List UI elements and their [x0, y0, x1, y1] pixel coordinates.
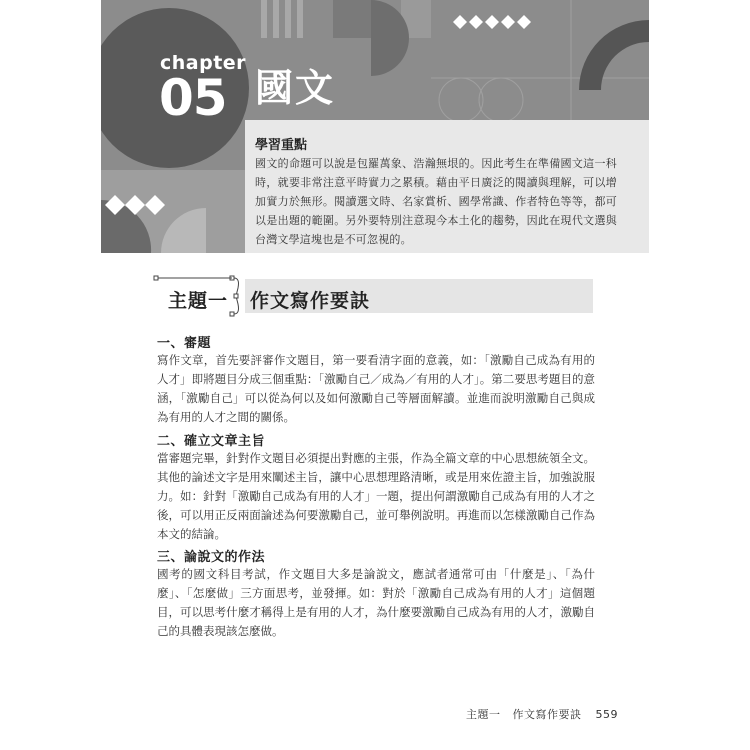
topic-title: 作文寫作要訣 [250, 290, 371, 312]
learning-focus-heading: 學習重點 [255, 138, 308, 153]
section-body: 國考的國文科目考試，作文題目大多是論說文，應試者通常可由「什麼是」、「為什麼」、「怎麼做」三方面思考，並發揮。如：對於「激勵自己成為有用的人才」這個題目，可以思考什麼才稱得上是有用的人才，為什麼要激勵自己成為有用的人才，激勵自己的具體表現該怎麼做。 [157, 567, 595, 638]
topic-label: 主題一 [168, 290, 229, 312]
chapter-number: 05 [159, 69, 227, 127]
section-heading: 三、論說文的作法 [157, 550, 266, 565]
section-body: 寫作文章，首先要評審作文題目，第一要看清字面的意義，如：「激勵自己成為有用的人才」即將題目分成三個重點：「激勵自己／成為／有用的人才」。第二要思考題目的意涵，「激勵自己」可以從為何以及如何激勵自己等層面解讀。並進而說明激勵自己與成為有用的人才之間的關係。 [157, 353, 595, 424]
chapter-label: chapter [160, 52, 247, 74]
footer-topic-label: 主題一 [466, 708, 501, 721]
section-body: 當審題完畢，針對作文題目必須提出對應的主張，作為全篇文章的中心思想統領全文。其他的論述文字是用來闡述主旨，讓中心思想理路清晰，或是用來佐證主旨，加強說服力。如：針對「激勵自己成為有用的人才」一題，提出何謂激勵自己成為有用的人才之後，可以用正反兩面論述為何要激勵自己，並可舉例說明。再進而以怎樣激勵自己作為本文的結論。 [157, 451, 595, 541]
section-heading: 二、確立文章主旨 [157, 434, 266, 449]
footer-topic-title: 作文寫作要訣 [512, 708, 582, 721]
section-heading: 一、審題 [157, 336, 212, 351]
subject-title: 國文 [255, 66, 336, 110]
page-footer [466, 706, 618, 722]
learning-focus-text: 國文的命題可以說是包羅萬象、浩瀚無垠的。因此考生在準備國文這一科時，就要非常注意平時實力之累積。藉由平日廣泛的閱讀與理解，可以增加實力於無形。閱讀選文時、名家賞析、國學常識、作者特色等等，都可以是出題的範圍。另外要特別注意現今本土化的趨勢，因此在現代文選與台灣文學這塊也是不可忽視的。 [255, 157, 617, 246]
page-number: 559 [595, 708, 618, 721]
